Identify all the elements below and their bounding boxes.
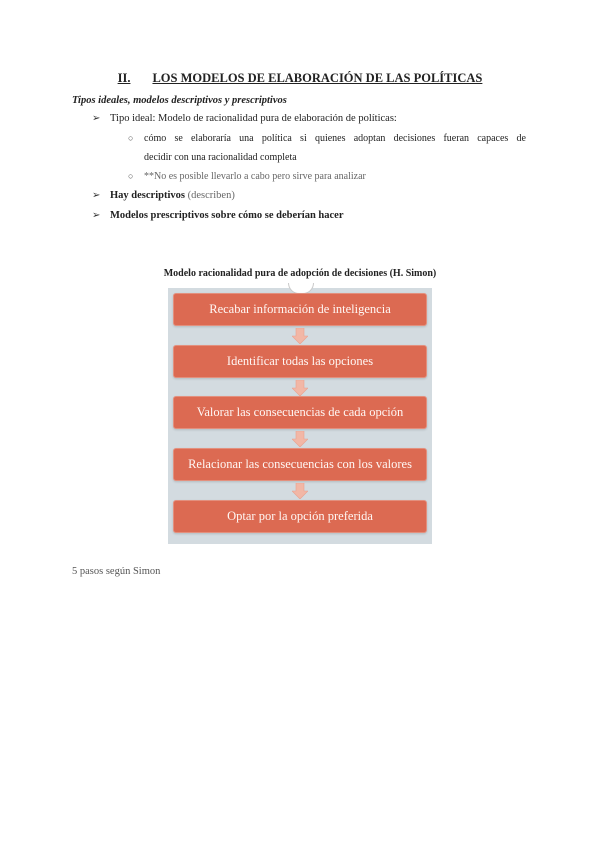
down-arrow-icon: [292, 328, 308, 344]
bullet-ideal-text: Tipo ideal: Modelo de racionalidad pura de elaboración de políticas:: [110, 113, 397, 124]
subheading: Tipos ideales, modelos descriptivos y prescriptivos: [72, 95, 287, 106]
down-arrow-icon: [292, 431, 308, 447]
arrow-bullet-icon: ➢: [92, 190, 101, 201]
section-title: LOS MODELOS DE ELABORACIÓN DE LAS POLÍTICAS: [152, 71, 483, 85]
section-number: II.: [117, 71, 131, 85]
down-arrow-icon: [292, 483, 308, 499]
arrow-bullet-icon: ➢: [92, 210, 101, 221]
footnote: 5 pasos según Simon: [72, 566, 161, 577]
descriptive-bold: Hay descriptivos: [110, 190, 185, 201]
step-4-box: Relacionar las consecuencias con los valores: [173, 448, 427, 481]
figure-caption: Modelo racionalidad pura de adopción de decisiones (H. Simon): [163, 268, 437, 279]
circle-bullet-icon: ○: [128, 171, 134, 181]
section-heading: [0, 71, 600, 86]
subbullet-rational-line2: decidir con una racionalidad completa: [144, 152, 297, 163]
step-1-box: Recabar información de inteligencia: [173, 293, 427, 326]
bullet-prescriptive-text: Modelos prescriptivos sobre cómo se deberían hacer: [110, 210, 344, 221]
arrow-bullet-icon: ➢: [92, 113, 101, 124]
subbullet-note-text: **No es posible llevarlo a cabo pero sirve para analizar: [144, 171, 366, 182]
down-arrow-icon: [292, 380, 308, 396]
process-diagram: [168, 288, 432, 544]
bullet-descriptive-text: [110, 189, 235, 203]
step-5-box: Optar por la opción preferida: [173, 500, 427, 533]
circle-bullet-icon: ○: [128, 133, 134, 143]
step-3-box: Valorar las consecuencias de cada opción: [173, 396, 427, 429]
subbullet-rational-line1: cómo se elaboraría una política si quienes adoptan decisiones fueran capaces de: [144, 133, 526, 144]
step-2-box: Identificar todas las opciones: [173, 345, 427, 378]
descriptive-rest: (describen): [184, 190, 235, 201]
